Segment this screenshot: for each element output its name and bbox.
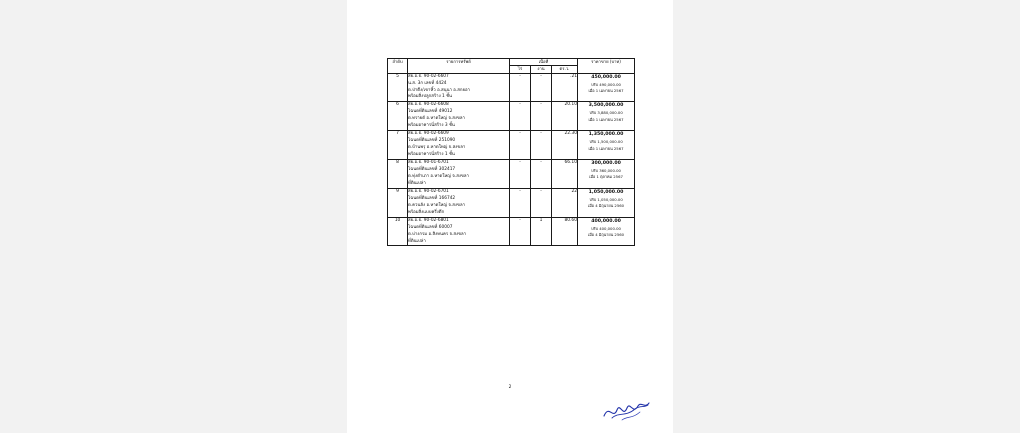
row-number: 5 [388,73,408,102]
description-line: สย.อ.ธ. 90-02-6701 [408,188,449,194]
header-wa: ตร.ว. [552,66,578,73]
price-note-line: ปรับ 1,500,000.00 [589,139,623,145]
price-note-line: เมื่อ 1 ตุลาคม 2567 [589,174,623,180]
row-description [408,160,510,189]
price-note-line: ปรับ 490,000.00 [591,81,621,87]
row-price [578,160,635,189]
row-description [408,217,510,246]
row-ngan: - [531,188,552,217]
row-rai: - [510,217,531,246]
price-amount: 400,000.00 [591,218,621,224]
description-line: ต.บ้านพรุ อ.หาดใหญ่ จ.สงขลา [408,145,466,151]
price-note-line: ปรับ 400,000.00 [591,225,621,231]
header-no: ลำดับ [388,59,408,74]
row-number: 6 [388,102,408,131]
row-rai: - [510,188,531,217]
table-row [388,73,635,102]
table-row [388,160,635,189]
row-ngan: - [531,160,552,189]
row-ngan: - [531,102,552,131]
row-number: 8 [388,160,408,189]
price-note-line: เมื่อ 1 เมษายน 2567 [588,145,624,151]
description-line: ต.ป่าตึง/เขาหิ้ว อ.สนุนา อ.สกยอา [408,87,470,93]
description-line: โฉนดที่ดินเลขที่ 166742 [408,195,456,201]
header-rai: ไร่ [510,66,531,73]
description-line: ที่ดินเปล่า [408,238,426,244]
row-rai: - [510,73,531,102]
description-line: พร้อมสิ่งแบบครึ่งตึก [408,209,445,215]
row-description [408,131,510,160]
row-price [578,131,635,160]
description-line: สย.อ.ธ. 90-01-6701 [408,160,449,166]
row-rai: - [510,160,531,189]
row-rai: - [510,131,531,160]
description-line: น.ส. 3ก เลขที่ 4424 [408,80,447,86]
row-wa: .21 [552,73,578,102]
header-price: ราคาขาย (บาท) [578,59,635,74]
description-line: ที่ดินเปล่า [408,180,426,186]
row-wa: 66.10 [552,160,578,189]
description-line: สย.อ.ธ. 90-02-6607 [408,73,449,79]
row-ngan: - [531,131,552,160]
description-line: พร้อมสิ่งปลูกสร้าง 1 ชั้น [408,94,452,100]
description-line: โฉนดที่ดินเลขที่ 251090 [408,138,456,144]
signature-mark [602,398,652,424]
row-wa: 22.30 [552,131,578,160]
price-amount: 1,050,000.00 [588,189,624,195]
page-number: 2 [508,385,512,390]
table-row [388,131,635,160]
row-wa: 80.60 [552,217,578,246]
row-description [408,102,510,131]
price-note-line: เมื่อ 4 มิถุนายน 2560 [587,232,625,238]
description-line: โฉนดที่ดินเลขที่ 302417 [408,166,456,172]
price-note-line: เมื่อ 1 เมษายน 2567 [588,88,624,94]
header-area-group: เนื้อที่ [510,59,578,66]
header-description: รายการทรัพย์ [408,59,510,74]
row-number: 10 [388,217,408,246]
price-amount: 1,350,000.00 [588,132,624,138]
row-price [578,73,635,102]
row-ngan: 1 [531,217,552,246]
row-number: 9 [388,188,408,217]
table-row [388,217,635,246]
price-note-line: ปรับ 360,000.00 [591,168,621,174]
row-ngan: - [531,73,552,102]
price-amount: 450,000.00 [591,74,621,80]
description-line: พร้อมอาคารนี่สร้าง 1 ชั้น [408,152,455,158]
description-line: ต.ควนลัง อ.หาดใหญ่ จ.สงขลา [408,202,466,208]
description-line: สย.อ.ธ. 90-02-6608 [408,102,449,108]
description-line: สย.อ.ธ. 90-02-6801 [408,217,449,223]
row-price [578,217,635,246]
price-note-line: เมื่อ 1 เมษายน 2567 [588,116,624,122]
price-note-line: เมื่อ 4 มิถุนายน 2560 [587,203,625,209]
price-amount: 3,500,000.00 [588,103,624,109]
header-ngan: งาน [531,66,552,73]
description-line: ต.บ่างกรม อ.สิงหนคร จ.สงขลา [408,231,467,237]
document-page [347,0,673,433]
price-note-line: ปรับ 3,880,000.00 [589,110,623,116]
description-line: ต.ทุ่งตำเภา อ.หาดใหญ่ จ.สงขลา [408,173,469,179]
description-line: สย.อ.ธ. 90-02-6609 [408,131,449,137]
table-body [388,73,635,246]
table-row [388,188,635,217]
description-line: โฉนดที่ดินเลขที่ 49012 [408,109,453,115]
description-line: โฉนดที่ดินเลขที่ 60007 [408,224,453,230]
row-wa: 20.10 [552,102,578,131]
table-header [388,59,635,74]
row-wa: 22 [552,188,578,217]
row-price [578,188,635,217]
row-rai: - [510,102,531,131]
description-line: พร้อมอาคารนี่สร้าง 3 ชั้น [408,123,455,129]
price-amount: 300,000.00 [591,161,621,167]
table-header-row-1 [388,59,635,66]
row-number: 7 [388,131,408,160]
row-description [408,73,510,102]
row-description [408,188,510,217]
property-listing-table [387,58,635,246]
table-row [388,102,635,131]
row-price [578,102,635,131]
price-note-line: ปรับ 1,050,000.00 [589,196,623,202]
description-line: ต.ทรายต์ อ.หาดใหญ่ จ.สงขลา [408,116,465,122]
